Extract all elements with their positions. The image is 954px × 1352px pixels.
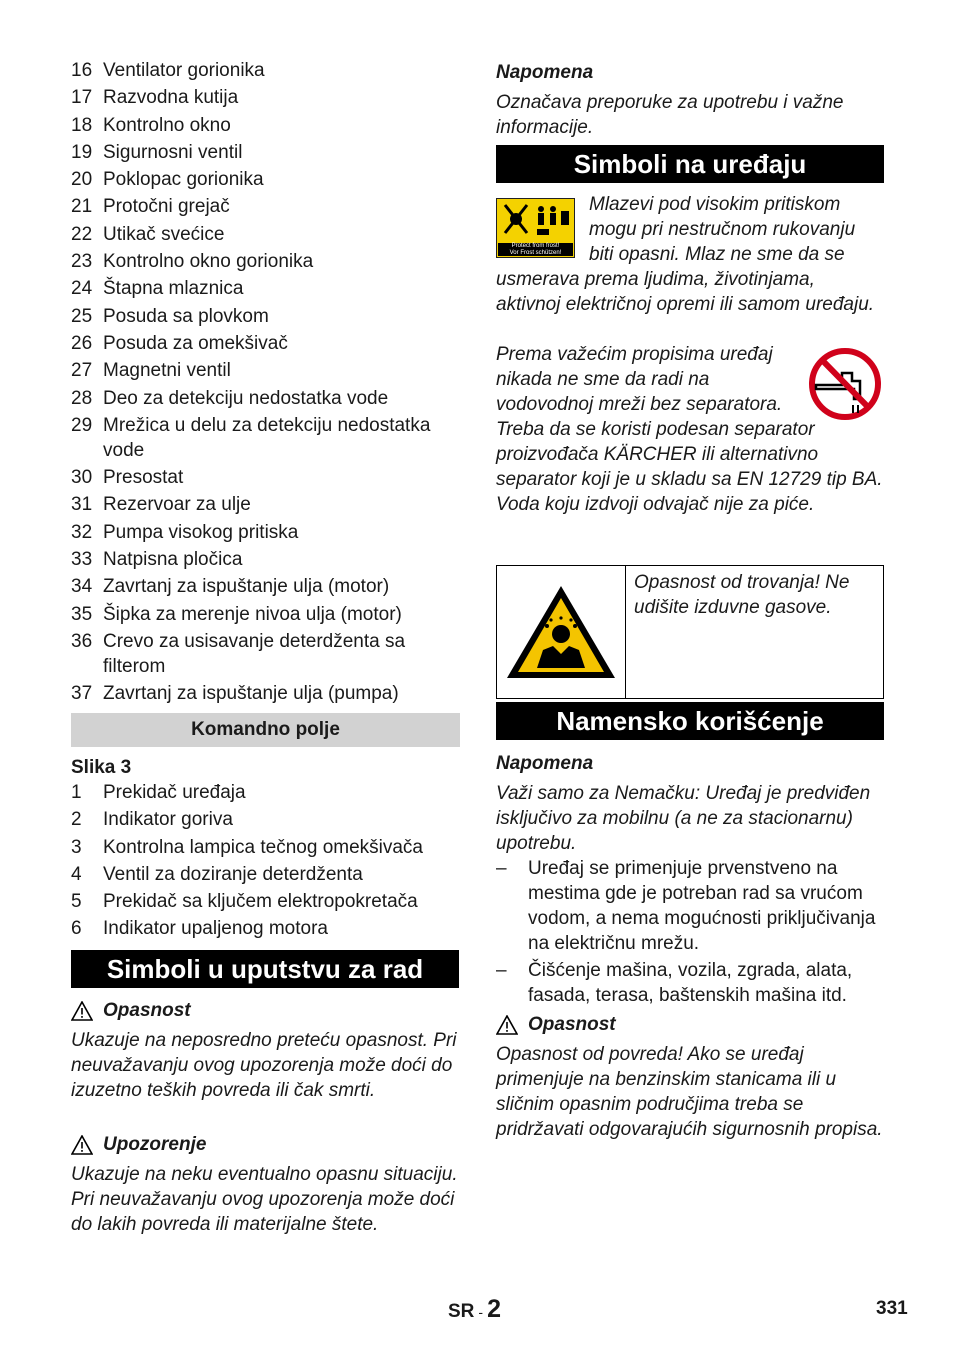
danger-label: Opasnost [496,1014,616,1036]
list-item: 23 Kontrolno okno gorionika [71,251,314,273]
page-footer-label: SR - 2 [448,1295,501,1323]
list-item: 34 Zavrtanj za ispuštanje ulja (motor) [71,576,390,598]
list-item: 18 Kontrolno okno [71,114,231,136]
list-item: 17 Razvodna kutija [71,87,239,109]
warning-triangle-icon [496,1015,518,1035]
list-item: 28 Deo za detekciju nedostatka vode [71,387,389,409]
jets-text-2: usmerava prema ljudima, životinjama, aktivnoj električnoj opremi ili samom uređaju. [496,269,875,315]
control-panel-heading: Komandno polje [71,713,460,747]
note-text: Označava preporuke za upotrebu i važne informacije. [496,92,844,138]
poison-text: Opasnost od trovanja! Ne udišite izduvne gasove. [634,572,850,618]
danger-text: Ukazuje na neposredno preteću opasnost. Pri neuvažavanju ovog upozorenja može doći do izuzetno teških povreda ili čak smrti. [71,1030,457,1101]
high-pressure-sticker [496,198,575,258]
device-symbols-heading: Simboli na uređaju [496,145,884,183]
list-item: 35 Šipka za merenje nivoa ulja (motor) [71,603,402,625]
list-item: 16 Ventilator gorionika [71,60,265,81]
list-item: 37 Zavrtanj za ispuštanje ulja (pumpa) [71,683,399,705]
list-item: 19 Sigurnosni ventil [71,141,243,163]
list-item: 27 Magnetni ventil [71,360,231,382]
note-label: Napomena [496,753,594,774]
sticker-text: Vor Frost schützen! [509,249,562,256]
page-number: 331 [876,1298,908,1319]
list-item: 26 Posuda za omekšivač [71,332,288,354]
warning-triangle-icon [71,1135,93,1155]
jets-text-1: Mlazevi pod visokim pritiskom mogu pri nestručnom rukovanju biti opasni. Mlaz ne sme da se [589,194,856,265]
warning-text: Ukazuje na neku eventualno opasnu situaciju. Pri neuvažavanju ovog upozorenja može doći do lakih povreda ili materijalne štete. [71,1164,458,1235]
list-item: 2 Indikator goriva [71,809,233,831]
manual-symbols-heading: Simboli u uputstvu za rad [71,950,459,988]
parts-list [71,58,460,709]
warning-label: Upozorenje [71,1134,206,1156]
no-drinking-water-icon [808,347,882,421]
note-text: Važi samo za Nemačku: Uređaj je predviđen isključivo za mobilnu (a ne za stacionarnu) upotrebu. [496,783,871,854]
separator-text-1: Prema važećim propisima uređaj nikada ne sme da radi na vodovodnoj mreži bez separatora. [496,344,783,415]
danger-text: Opasnost od povreda! Ako se uređaj primenjuje na benzinskim stanicama ili u sličnim opasnim područjima treba se pridržavati odgovarajućih sigurnosnih propisa. [496,1044,883,1140]
separator-text-2: Treba da se koristi podesan separator proizvođača KÄRCHER ili alternativno separator koji je u skladu sa EN 12729 tip BA. Voda koju izdvoji odvajač nije za piće. [496,419,883,515]
list-item: 36 Crevo za usisavanje deterdženta sa filterom [71,630,406,677]
sticker-text: Protect from frost! [511,243,560,249]
usage-list [496,856,884,1010]
list-item: 20 Poklopac gorionika [71,169,264,191]
list-item: 31 Rezervoar za ulje [71,494,251,516]
warning-triangle-icon [71,1001,93,1021]
list-item: 25 Posuda sa plovkom [71,305,269,327]
figure-label: Slika 3 [71,757,132,778]
list-item: 24 Štapna mlaznica [71,278,244,300]
list-item: 21 Protočni grejač [71,196,230,218]
list-item: – Čišćenje mašina, vozila, zgrada, alata, fasada, terasa, baštenskih mašina itd. [496,960,853,1006]
poison-icon-cell [497,566,626,698]
list-item: – Uređaj se primenjuje prvenstveno na mestima gde je potreban rad sa vrućom vodom, a nema mogućnosti priključivanja na električnu mrežu. [496,858,876,954]
list-item: 33 Natpisna pločica [71,549,243,571]
list-item: 4 Ventil za doziranje deterdženta [71,863,363,885]
list-item: 1 Prekidač uređaja [71,782,246,803]
control-panel-list [71,780,460,944]
list-item: 30 Presostat [71,467,184,489]
list-item: 3 Kontrolna lampica tečnog omekšivača [71,836,424,858]
toxic-fumes-icon [503,582,619,682]
danger-label: Opasnost [71,1000,191,1022]
list-item: 32 Pumpa visokog pritiska [71,521,299,543]
poison-warning-table [496,565,884,699]
intended-use-heading: Namensko korišćenje [496,702,884,740]
high-pressure-icon [497,199,574,243]
note-label: Napomena [496,62,594,83]
list-item: 29 Mrežica u delu za detekciju nedostatka vode [71,414,431,461]
list-item: 6 Indikator upaljenog motora [71,918,328,940]
list-item: 22 Utikač svećice [71,223,225,245]
list-item: 5 Prekidač sa ključem elektropokretača [71,891,418,913]
